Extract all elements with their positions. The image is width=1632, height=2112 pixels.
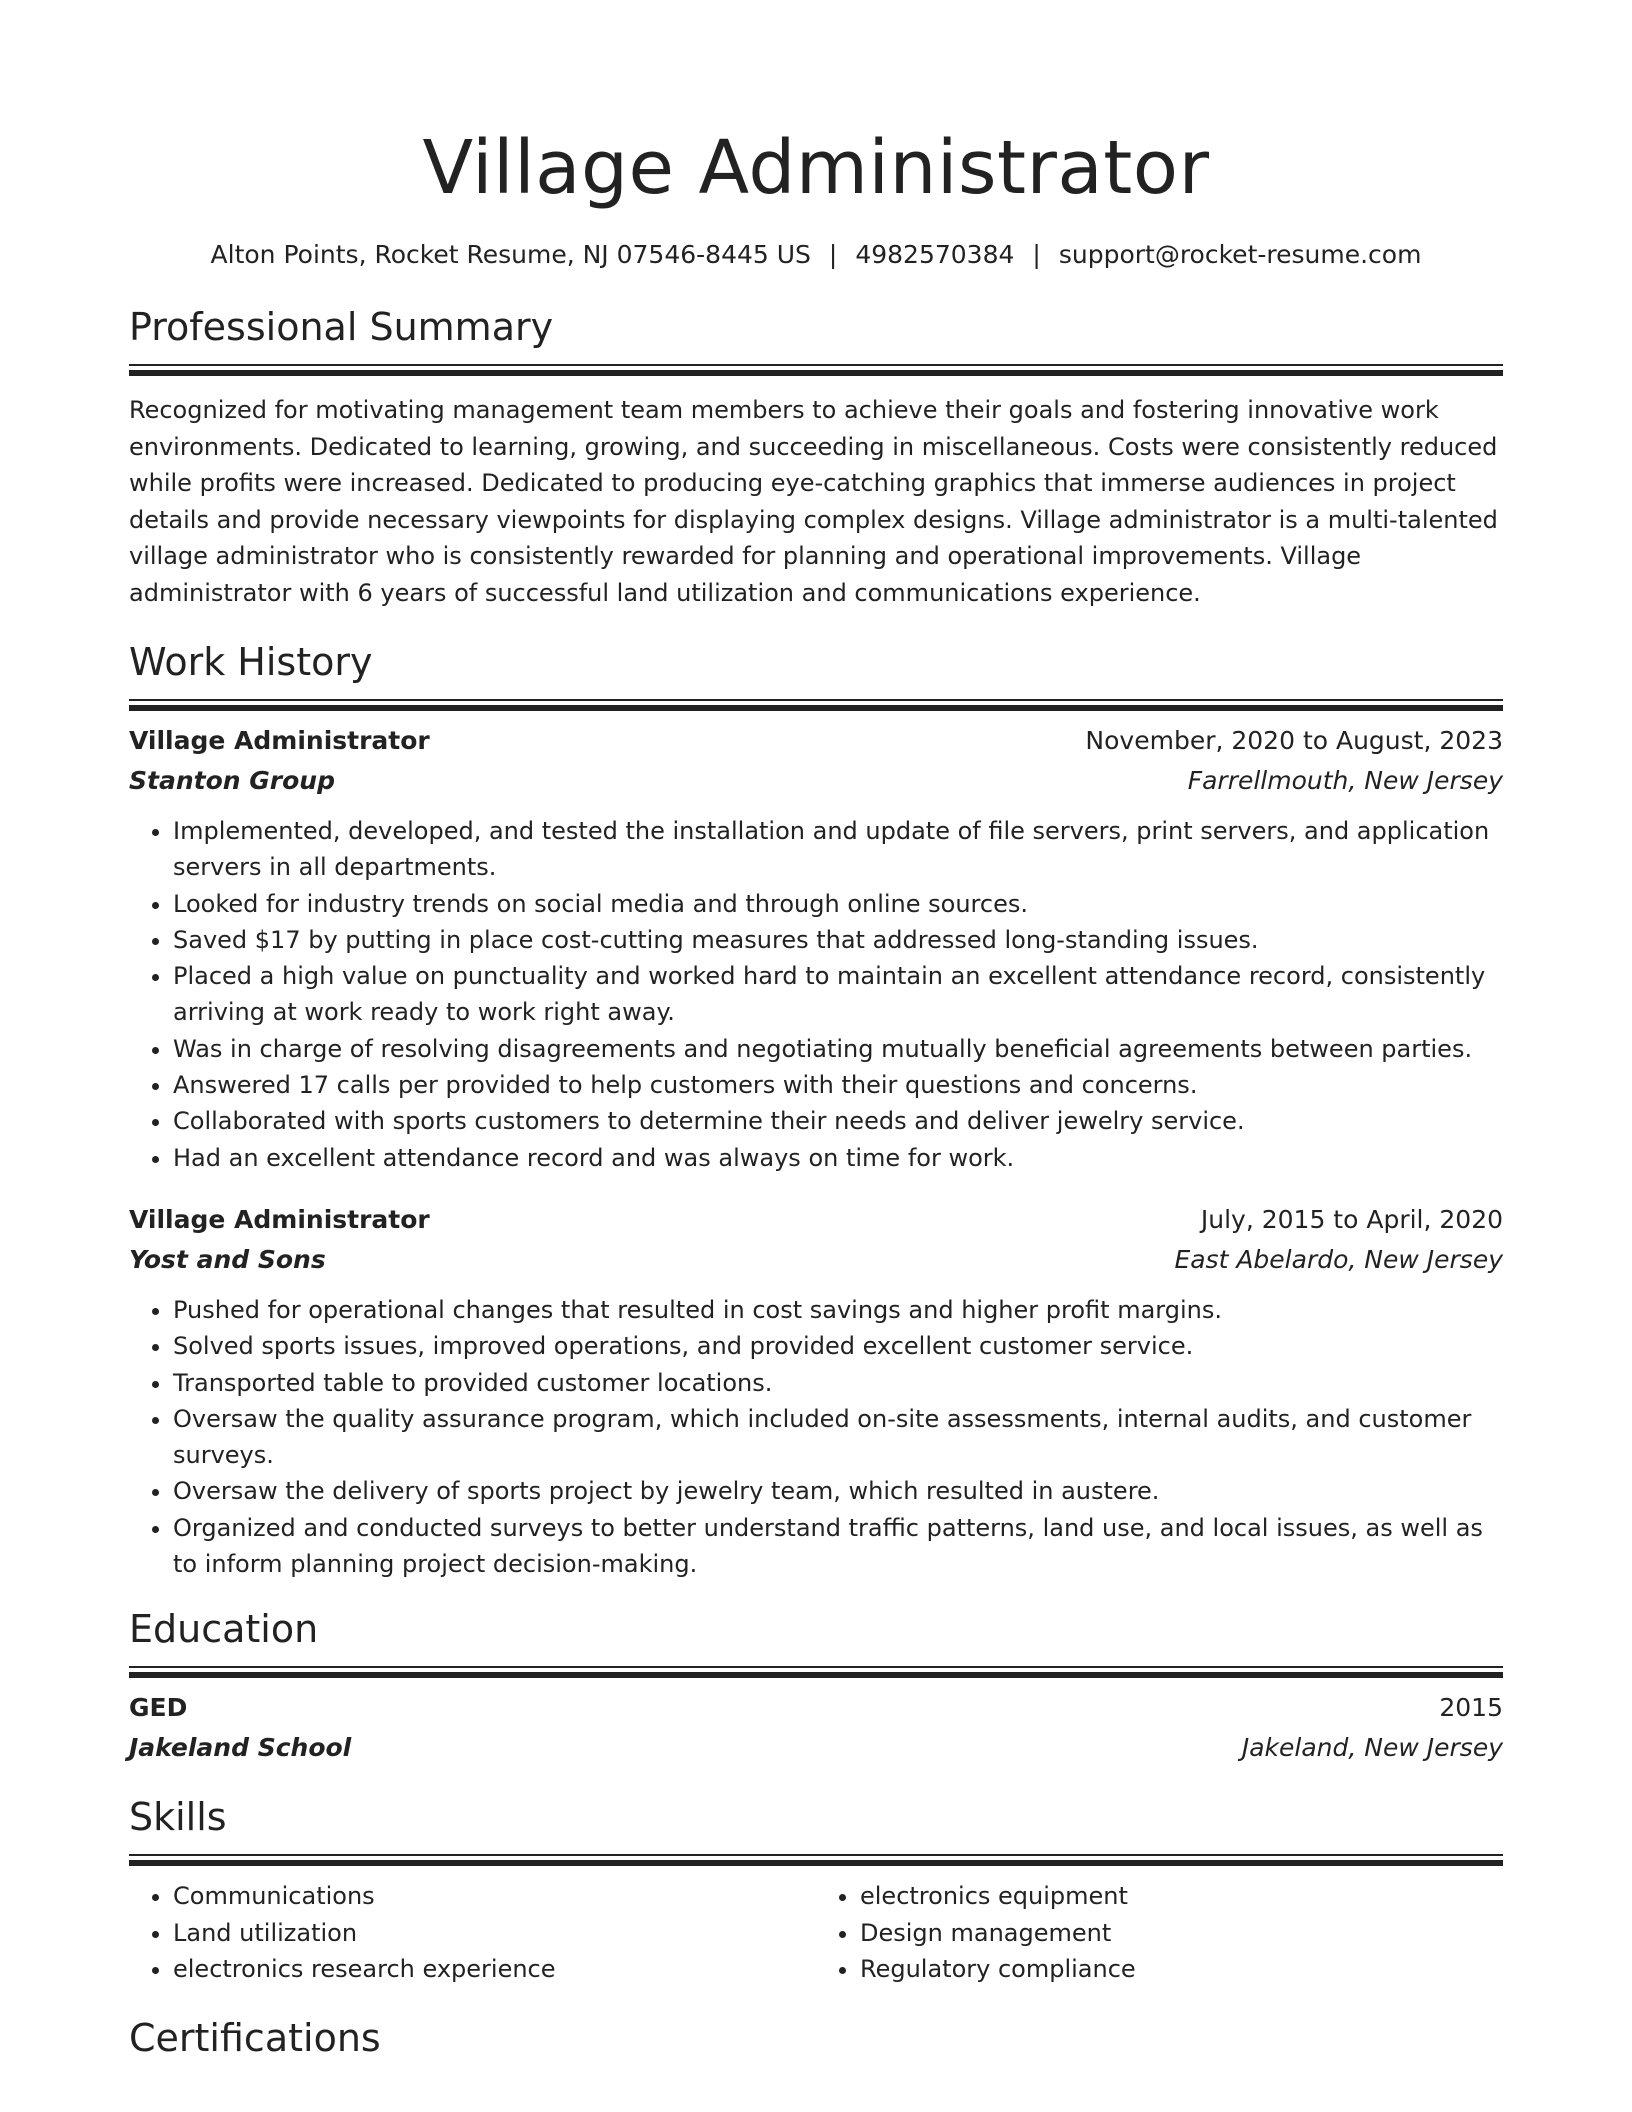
list-item: • Organized and conducted surveys to better understand traffic patterns, land use, and local issues, as well as to inform planning project decision-making. <box>173 1510 1503 1583</box>
summary-text: Recognized for motivating management team members to achieve their goals and fostering innovative work environments. Dedicated to learning, growing, and succeeding in miscellaneous. Costs were consistently reduced while profits were increased. Dedicated to producing eye-catching graphics that immerse audiences in project details and provide necessary viewpoints for displaying complex designs. Village administrator is a multi-talented village administrator who is consistently rewarded for planning and operational improvements. Village administrator with 6 years of successful land utilization and communications experience. <box>129 396 1498 607</box>
contact-line <box>129 238 1503 272</box>
job-company-row <box>129 1240 1503 1280</box>
list-item: • Collaborated with sports customers to determine their needs and deliver jewelry service. <box>173 1103 1503 1139</box>
summary-section <box>129 302 1503 611</box>
job-entry <box>129 1200 1503 1582</box>
list-item: • Design management <box>860 1915 1503 1951</box>
list-item: • electronics equipment <box>860 1878 1503 1914</box>
education-header-row <box>129 1688 1503 1728</box>
section-title-work: Work History <box>129 640 373 684</box>
candidate-name: Village Administrator <box>422 125 1210 211</box>
skills-grid <box>129 1878 1503 1987</box>
contact-separator: | <box>828 240 838 269</box>
list-item: • Looked for industry trends on social media and through online sources. <box>173 886 1503 922</box>
section-divider <box>129 1666 1503 1678</box>
education-school-row <box>129 1728 1503 1768</box>
list-item: • Oversaw the delivery of sports project by jewelry team, which resulted in austere. <box>173 1473 1503 1509</box>
job-dates: July, 2015 to April, 2020 <box>1200 1204 1503 1234</box>
contact-phone: 4982570384 <box>855 240 1015 269</box>
list-item: • Pushed for operational changes that resulted in cost savings and higher profit margins. <box>173 1292 1503 1328</box>
education-degree: GED <box>129 1693 188 1723</box>
job-company: Yost and Sons <box>129 1244 326 1274</box>
job-bullets <box>129 813 1503 1176</box>
skills-section <box>129 1792 1503 1987</box>
contact-separator: | <box>1032 240 1041 269</box>
list-item: • Placed a high value on punctuality and worked hard to maintain an excellent attendance record, consistently arriving at work ready to work right away. <box>173 958 1503 1031</box>
education-section <box>129 1604 1503 1768</box>
job-company-row <box>129 761 1503 801</box>
education-location: Jakeland, New Jersey <box>1241 1733 1503 1763</box>
job-dates: November, 2020 to August, 2023 <box>1085 726 1503 755</box>
section-divider <box>129 1854 1503 1866</box>
job-bullets <box>129 1292 1503 1582</box>
education-school: Jakeland School <box>129 1733 352 1763</box>
list-item: • Implemented, developed, and tested the installation and update of file servers, print servers, and application servers in all departments. <box>173 813 1503 886</box>
certifications-section <box>129 2013 1503 2063</box>
contact-email[interactable]: support@rocket-resume.com <box>1058 240 1422 269</box>
list-item: • Oversaw the quality assurance program, which included on-site assessments, internal audits, and customer surveys. <box>173 1401 1503 1474</box>
job-header-row <box>129 1200 1503 1240</box>
list-item: • Solved sports issues, improved operations, and provided excellent customer service. <box>173 1328 1503 1364</box>
section-title-education: Education <box>129 1607 319 1652</box>
list-item: • Communications <box>173 1878 816 1914</box>
job-location: East Abelardo, New Jersey <box>1174 1244 1503 1274</box>
section-divider <box>129 699 1503 711</box>
section-divider <box>129 364 1503 376</box>
contact-address: Alton Points, Rocket Resume, NJ 07546-8445 US <box>210 240 811 269</box>
list-item: • Answered 17 calls per provided to help customers with their questions and concerns. <box>173 1067 1503 1103</box>
job-title: Village Administrator <box>129 726 430 755</box>
section-title-summary: Professional Summary <box>129 305 554 349</box>
list-item: • Was in charge of resolving disagreements and negotiating mutually beneficial agreements between parties. <box>173 1031 1503 1067</box>
list-item: • Saved $17 by putting in place cost-cutting measures that addressed long-standing issues. <box>173 922 1503 958</box>
job-company: Stanton Group <box>129 766 335 795</box>
section-title-certifications: Certifications <box>129 2016 381 2061</box>
skills-list-left <box>129 1878 816 1987</box>
job-header-row <box>129 721 1503 761</box>
list-item: • Had an excellent attendance record and was always on time for work. <box>173 1140 1503 1176</box>
list-item: • Land utilization <box>173 1915 816 1951</box>
section-title-skills: Skills <box>129 1795 227 1840</box>
job-title: Village Administrator <box>129 1204 430 1234</box>
job-location: Farrellmouth, New Jersey <box>1187 766 1503 795</box>
list-item: • Transported table to provided customer locations. <box>173 1365 1503 1401</box>
work-section <box>129 637 1503 1582</box>
skills-list-right <box>816 1878 1503 1987</box>
education-year: 2015 <box>1439 1693 1503 1723</box>
list-item: • Regulatory compliance <box>860 1951 1503 1987</box>
list-item: • electronics research experience <box>173 1951 816 1987</box>
job-entry <box>129 721 1503 1176</box>
